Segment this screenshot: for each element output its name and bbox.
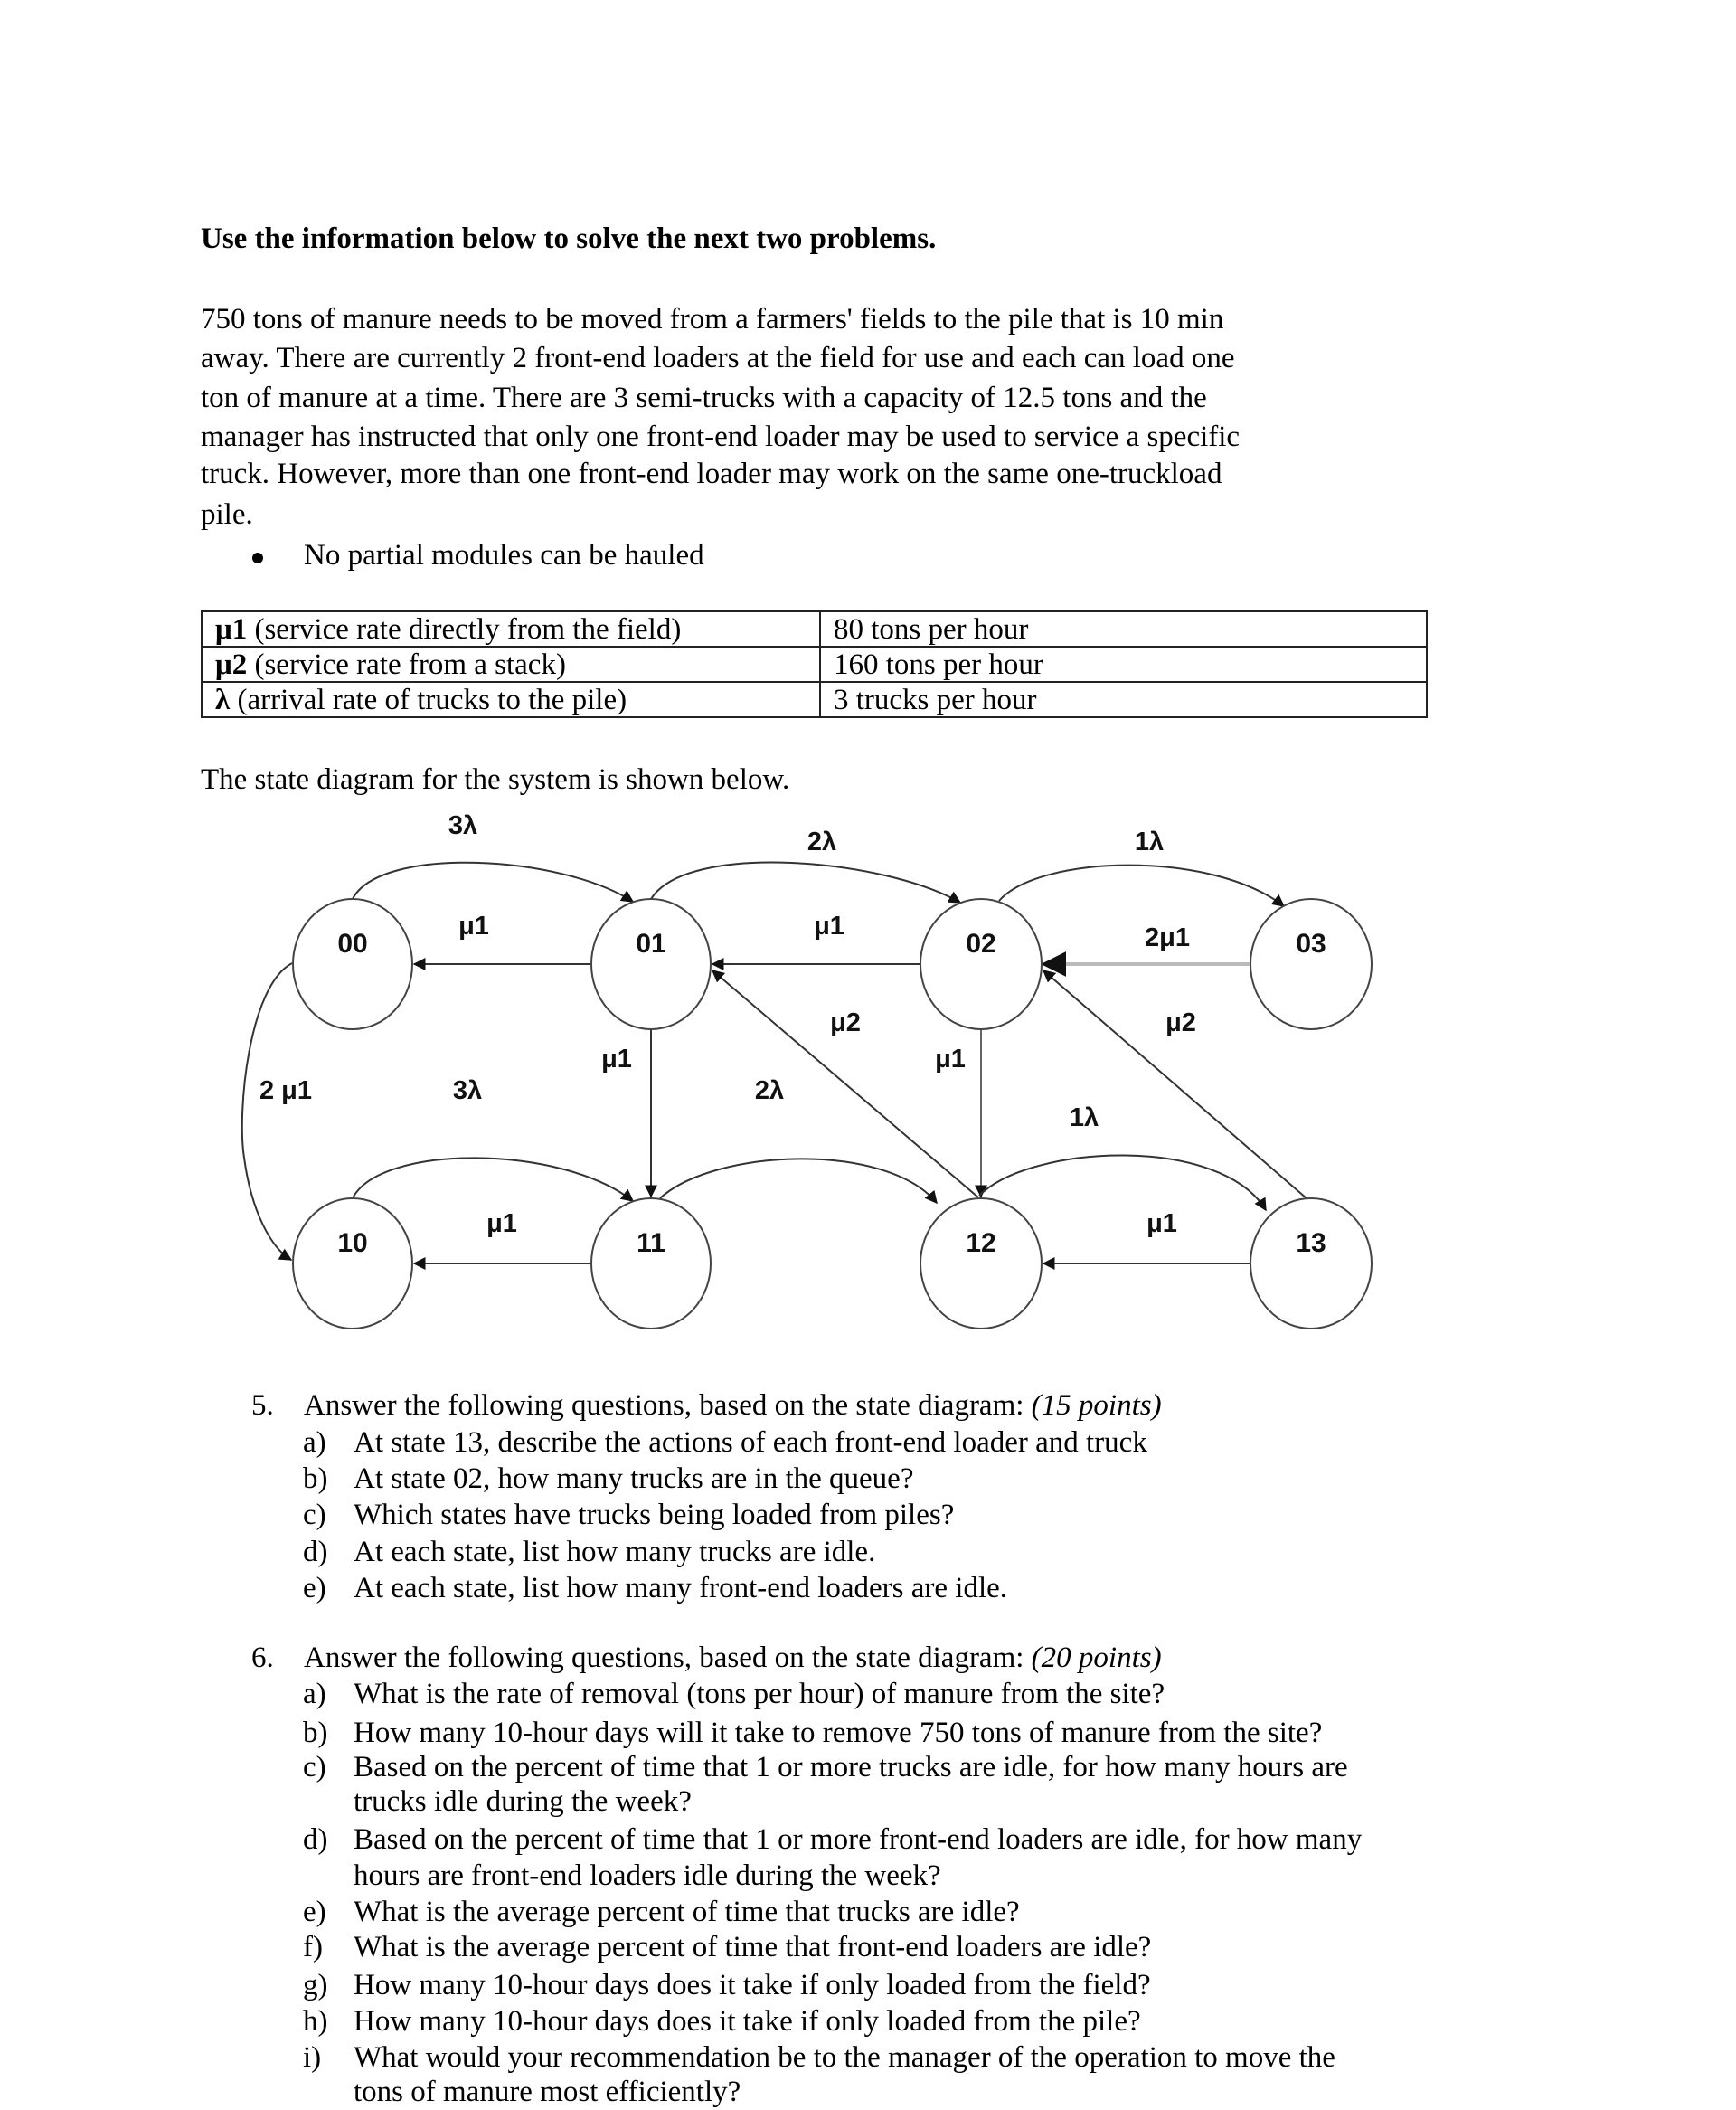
edge-label: 3λ xyxy=(448,811,478,840)
question-item: d) Based on the percent of time that 1 or more front-end loaders are idle, for how many xyxy=(303,1823,1363,1856)
edge-label: μ1 xyxy=(486,1209,517,1238)
edge-label: 2 μ1 xyxy=(259,1076,313,1105)
state-node-00 xyxy=(293,899,412,1029)
question-prompt: Answer the following questions, based on the state diagram: xyxy=(304,1642,1032,1674)
question-item: c) Which states have trucks being loaded from piles? xyxy=(303,1499,955,1531)
question-number: 5. xyxy=(251,1389,274,1422)
question-item-continuation: trucks idle during the week? xyxy=(354,1785,692,1818)
param-description: (service rate directly from the field) xyxy=(247,612,682,646)
edge-label: μ1 xyxy=(814,912,844,941)
edge-label: 1λ xyxy=(1134,828,1165,856)
edge-12-13 xyxy=(979,1155,1266,1210)
question-item: d) At each state, list how many trucks are idle. xyxy=(303,1536,876,1568)
param-symbol: λ xyxy=(215,683,231,716)
edge-label: 3λ xyxy=(452,1076,483,1105)
state-node-10 xyxy=(293,1198,412,1329)
paragraph-line: ton of manure at a time. There are 3 semi-trucks with a capacity of 12.5 tons and the xyxy=(201,382,1207,414)
param-description: (service rate from a stack) xyxy=(247,648,566,681)
question-item: a) At state 13, describe the actions of each front-end loader and truck xyxy=(303,1426,1147,1459)
param-symbol: μ2 xyxy=(215,648,248,681)
param-value-cell: 160 tons per hour xyxy=(820,647,1427,682)
edge-02-03 xyxy=(999,866,1284,906)
param-value-cell: 3 trucks per hour xyxy=(820,682,1427,717)
param-value-cell: 80 tons per hour xyxy=(820,611,1427,647)
edge-10-11 xyxy=(353,1158,633,1201)
state-node-11 xyxy=(591,1198,711,1329)
edge-label: 2λ xyxy=(807,828,837,856)
edge-label: μ2 xyxy=(1165,1008,1196,1037)
question-points: (20 points) xyxy=(1031,1642,1162,1674)
edge-01-02 xyxy=(651,863,960,903)
page-heading: Use the information below to solve the next two problems. xyxy=(201,222,937,255)
param-symbol: μ1 xyxy=(215,612,248,646)
diagram-caption: The state diagram for the system is shown below. xyxy=(201,763,790,796)
paragraph-line: manager has instructed that only one front-end loader may be used to service a specific xyxy=(201,421,1241,453)
question-item-continuation: hours are front-end loaders idle during the week? xyxy=(354,1859,941,1892)
question-item: a) What is the rate of removal (tons per hour) of manure from the site? xyxy=(303,1678,1165,1710)
question-header xyxy=(251,1387,1162,1424)
node-label: 03 xyxy=(1296,929,1326,959)
question-item: h) How many 10-hour days does it take if only loaded from the pile? xyxy=(303,2005,1141,2038)
edge-label: μ1 xyxy=(601,1045,632,1074)
edge-11-12 xyxy=(660,1159,937,1203)
edge-label: 2μ1 xyxy=(1145,923,1190,952)
question-item: i) What would your recommendation be to the manager of the operation to move the xyxy=(303,2041,1335,2074)
state-node-13 xyxy=(1250,1198,1372,1329)
question-item: c) Based on the percent of time that 1 or more trucks are idle, for how many hours are xyxy=(303,1751,1348,1784)
node-label: 10 xyxy=(337,1228,368,1258)
question-number: 6. xyxy=(251,1642,274,1674)
paragraph-line: truck. However, more than one front-end loader may work on the same one-truckload xyxy=(201,458,1222,490)
edge-label: μ1 xyxy=(1146,1209,1177,1238)
edge-label: μ1 xyxy=(458,912,489,941)
edge-label: μ1 xyxy=(935,1045,966,1074)
bullet-item: No partial modules can be hauled xyxy=(304,539,704,572)
question-item: e) What is the average percent of time that trucks are idle? xyxy=(303,1896,1020,1928)
question-header xyxy=(251,1640,1162,1676)
edge-label: 2λ xyxy=(754,1076,785,1105)
edge-00-10 xyxy=(242,963,292,1260)
question-item: g) How many 10-hour days does it take if only loaded from the field? xyxy=(303,1969,1151,2001)
state-node-01 xyxy=(591,899,711,1029)
question-item: b) At state 02, how many trucks are in the queue? xyxy=(303,1462,914,1495)
edge-label: 1λ xyxy=(1069,1103,1099,1132)
state-node-02 xyxy=(920,899,1042,1029)
question-item-continuation: tons of manure most efficiently? xyxy=(354,2076,741,2108)
edge-label: μ2 xyxy=(830,1008,861,1037)
param-description: (arrival rate of trucks to the pile) xyxy=(230,683,627,716)
node-label: 02 xyxy=(966,929,996,959)
edge-00-01 xyxy=(353,863,633,902)
question-item: e) At each state, list how many front-end loaders are idle. xyxy=(303,1572,1008,1604)
node-label: 13 xyxy=(1296,1228,1326,1258)
node-label: 12 xyxy=(966,1228,996,1258)
paragraph-line: pile. xyxy=(201,498,253,531)
node-label: 00 xyxy=(337,929,368,959)
node-label: 11 xyxy=(637,1228,665,1258)
question-item: f) What is the average percent of time that front-end loaders are idle? xyxy=(303,1931,1152,1963)
paragraph-line: away. There are currently 2 front-end loaders at the field for use and each can load one xyxy=(201,342,1235,374)
state-node-03 xyxy=(1250,899,1372,1029)
question-points: (15 points) xyxy=(1031,1389,1162,1422)
question-item: b) How many 10-hour days will it take to remove 750 tons of manure from the site? xyxy=(303,1717,1323,1749)
question-prompt: Answer the following questions, based on the state diagram: xyxy=(304,1389,1032,1422)
paragraph-line: 750 tons of manure needs to be moved from a farmers' fields to the pile that is 10 min xyxy=(201,303,1224,336)
state-node-12 xyxy=(920,1198,1042,1329)
node-label: 01 xyxy=(636,929,666,959)
